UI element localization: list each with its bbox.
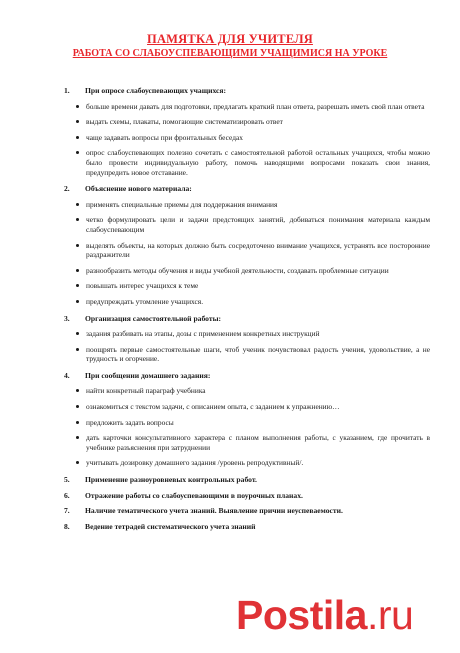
bullet-list xyxy=(64,102,430,178)
list-item xyxy=(64,241,430,260)
bullet-icon xyxy=(76,461,79,464)
section-4 xyxy=(64,371,430,468)
list-item xyxy=(64,458,430,468)
bullet-icon xyxy=(76,332,79,335)
list-item xyxy=(64,148,430,177)
section-number: 7. xyxy=(64,506,70,516)
list-item xyxy=(64,200,430,210)
bullet-list xyxy=(64,200,430,307)
bullet-icon xyxy=(76,436,79,439)
section-heading xyxy=(64,506,430,516)
list-item-text: ознакомиться с текстом задачи, с описанием опыта, с заданием к упражнению… xyxy=(86,402,340,412)
list-item xyxy=(64,418,430,428)
page-subtitle: РАБОТА СО СЛАБОУСПЕВАЮЩИМИ УЧАЩИМИСЯ НА УРОКЕ xyxy=(72,48,388,59)
section-number: 5. xyxy=(64,475,70,485)
bullet-icon xyxy=(76,284,79,287)
section-heading xyxy=(64,86,430,96)
section-title: Отражение работы со слабоуспевающими в поурочных планах. xyxy=(85,490,303,500)
list-item-text: учитывать дозировку домашнего задания /уровень репродуктивный/. xyxy=(86,458,304,468)
list-item-text: больше времени давать для подготовки, предлагать краткий план ответа, разрешать иметь свой план ответа xyxy=(86,101,425,111)
section-title: Организация самостоятельной работы: xyxy=(85,313,222,323)
list-item-text: чаще задавать вопросы при фронтальных беседах xyxy=(86,132,243,142)
list-item xyxy=(64,402,430,412)
list-item xyxy=(64,281,430,291)
section-title: При сообщении домашнего задания: xyxy=(85,370,211,380)
list-item-text: предупреждать утомление учащихся. xyxy=(86,296,204,306)
section-5 xyxy=(64,475,430,485)
list-item-text: разнообразить методы обучения и виды учебной деятельности, создавать проблемные ситуации xyxy=(86,265,389,275)
section-number: 8. xyxy=(64,521,70,531)
section-7 xyxy=(64,506,430,516)
section-number: 6. xyxy=(64,490,70,500)
section-3 xyxy=(64,314,430,364)
bullet-icon xyxy=(76,136,79,139)
list-item-text: найти конкретный параграф учебника xyxy=(86,386,206,396)
memo-content xyxy=(64,86,430,537)
list-item xyxy=(64,433,430,452)
section-heading xyxy=(64,184,430,194)
list-item xyxy=(64,297,430,307)
list-item xyxy=(64,102,430,112)
list-item-text: выдать схемы, плакаты, помогающие систематизировать ответ xyxy=(86,117,283,127)
list-item-text: задания разбивать на этапы, дозы с применением конкретных инструкций xyxy=(86,329,320,339)
section-title: Применение разноуровневых контрольных работ. xyxy=(85,475,257,485)
list-item-text: четко формулировать цели и задачи предстоящих занятий, добиваться понимания материала каждым слабоуспевающим xyxy=(86,215,430,234)
list-item-text: повышать интерес учащихся к теме xyxy=(86,281,199,291)
section-number: 3. xyxy=(64,313,70,323)
section-title: Наличие тематического учета знаний. Выявление причин неуспеваемости. xyxy=(85,506,343,516)
section-6 xyxy=(64,491,430,501)
bullet-list xyxy=(64,386,430,468)
list-item xyxy=(64,329,430,339)
list-item-text: выделять объекты, на которых должно быть сосредоточено внимание учащихся, устранять все посторонние раздражители xyxy=(86,240,430,260)
list-item xyxy=(64,117,430,127)
section-2 xyxy=(64,184,430,306)
bullet-icon xyxy=(76,269,79,272)
section-heading xyxy=(64,475,430,485)
list-item-text: поощрять первые самостоятельные шаги, чтоб ученик почувствовал радость учения, удовольствие, а не трудность и огорчение. xyxy=(86,344,430,364)
bullet-icon xyxy=(76,244,79,247)
section-title: Ведение тетрадей систематического учета знаний xyxy=(85,521,256,531)
bullet-icon xyxy=(76,348,79,351)
section-1 xyxy=(64,86,430,177)
bullet-icon xyxy=(76,105,79,108)
section-title: При опросе слабоуспевающих учащихся: xyxy=(85,86,227,95)
bullet-list xyxy=(64,329,430,364)
bullet-icon xyxy=(76,218,79,221)
list-item-text: дать карточки консультативного характера с планом выполнения работы, с указанием, где прочитать в учебнике разъяснения при затруднении xyxy=(86,433,430,452)
section-number: 4. xyxy=(64,370,70,380)
list-item-text: применять специальные приемы для поддержания внимания xyxy=(86,199,278,209)
bullet-icon xyxy=(76,421,79,424)
list-item xyxy=(64,133,430,143)
bullet-icon xyxy=(76,300,79,303)
postila-watermark-logo xyxy=(236,592,413,639)
bullet-icon xyxy=(76,405,79,408)
section-heading xyxy=(64,491,430,501)
page-title: ПАМЯТКА ДЛЯ УЧИТЕЛЯ xyxy=(147,32,313,46)
watermark-tld: .ru xyxy=(366,592,414,638)
section-heading xyxy=(64,371,430,381)
list-item-text: опрос слабоуспевающих полезно сочетать с самостоятельной работой остальных учащихся, чтобы можно было провести индивидуальную работу, помочь наводящими вопросами показать свои знания, предупредить новое отставание. xyxy=(86,148,430,177)
list-item xyxy=(64,266,430,276)
watermark-brand: Postila xyxy=(236,592,367,638)
section-heading xyxy=(64,522,430,532)
section-heading xyxy=(64,314,430,324)
section-number: 1. xyxy=(64,86,70,95)
list-item-text: предложить задать вопросы xyxy=(86,417,174,427)
list-item xyxy=(64,345,430,364)
list-item xyxy=(64,215,430,234)
list-item xyxy=(64,386,430,396)
bullet-icon xyxy=(76,389,79,392)
section-number: 2. xyxy=(64,184,70,194)
section-title: Объяснение нового материала: xyxy=(85,184,192,194)
section-8 xyxy=(64,522,430,532)
bullet-icon xyxy=(76,151,79,154)
bullet-icon xyxy=(76,120,79,123)
bullet-icon xyxy=(76,203,79,206)
